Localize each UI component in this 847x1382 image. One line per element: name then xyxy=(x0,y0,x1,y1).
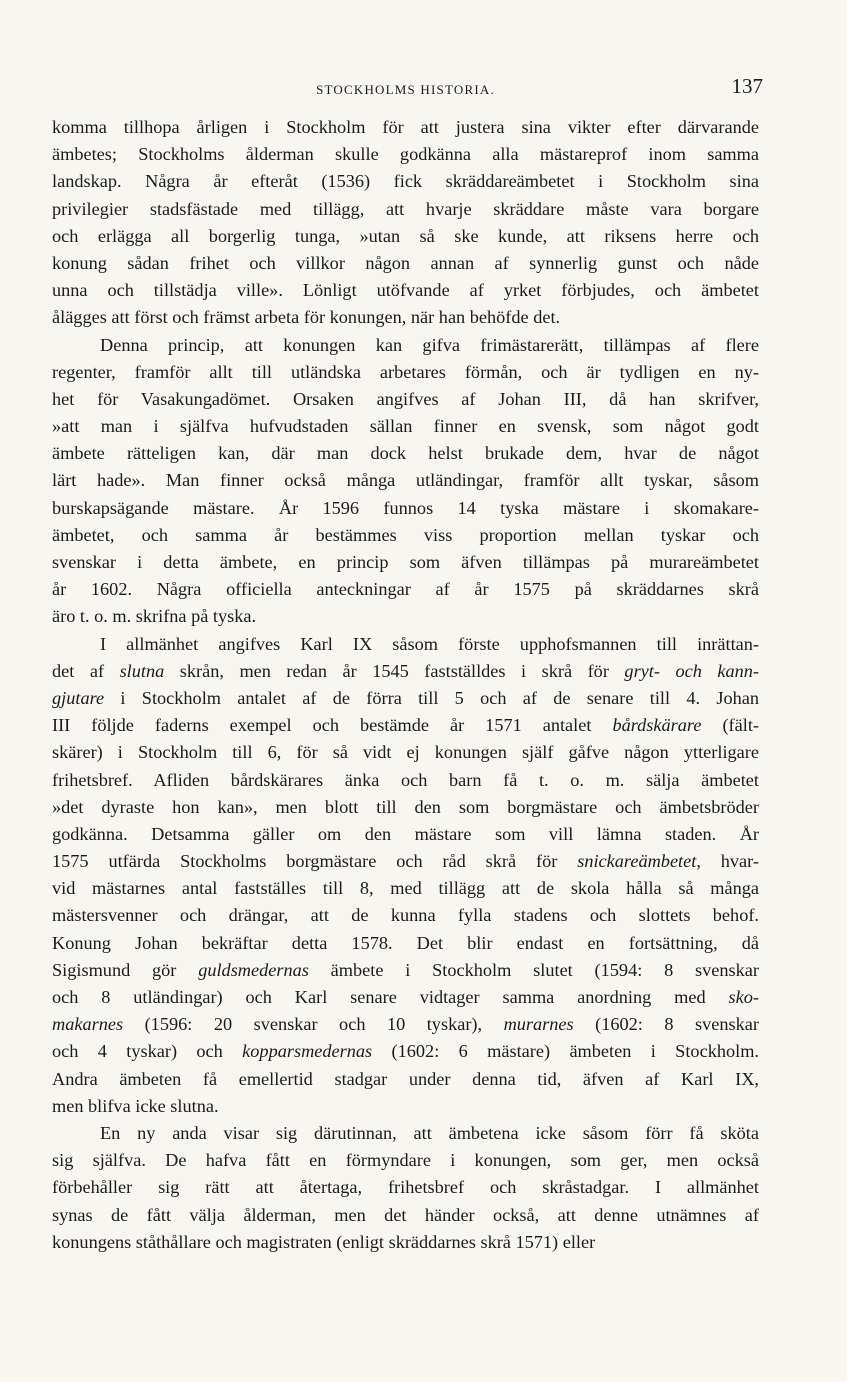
text-run: synas de fått välja ålderman, men det händer också, att denne utnämnes af xyxy=(52,1204,759,1225)
text-line xyxy=(52,794,759,821)
text-run: Andra ämbeten få emellertid stadgar under denna tid, äfven af Karl IX, xyxy=(52,1068,759,1089)
text-line xyxy=(52,1038,759,1065)
text-run: , hvar- xyxy=(696,851,759,872)
text-run: konung sådan frihet och villkor någon annan af synnerlig gunst och nåde xyxy=(52,252,759,273)
text-line xyxy=(52,1147,759,1174)
text-run: vid mästarnes antal fastställes till 8, med tillägg att de skola hålla så många xyxy=(52,878,759,899)
text-line xyxy=(52,359,759,386)
page-number: 137 xyxy=(731,74,763,98)
text-run: äro t. o. m. skrifna på tyska. xyxy=(52,606,257,627)
text-line xyxy=(52,467,759,494)
text-line xyxy=(52,495,759,522)
text-run: skrån, men redan år 1545 fastställdes i skrå för xyxy=(164,660,625,681)
text-run: landskap. Några år efteråt (1536) fick skräddareämbetet i Stockholm sina xyxy=(52,171,759,192)
italic-term: kopparsmedernas xyxy=(242,1041,373,1062)
text-line xyxy=(52,658,759,685)
text-line xyxy=(52,902,759,929)
body-text xyxy=(52,114,759,1256)
text-run: burskapsägande mästare. År 1596 funnos 14 tyska mästare i skomakare- xyxy=(52,497,759,518)
text-line xyxy=(52,223,759,250)
text-run: lärt hade». Man finner också många utländingar, framför allt tyskar, såsom xyxy=(52,470,759,491)
text-run: konungens ståthållare och magistraten (enligt skräddarnes skrå 1571) eller xyxy=(52,1231,596,1252)
italic-term: sko- xyxy=(728,987,759,1007)
text-line xyxy=(52,957,759,984)
text-run: godkänna. Detsamma gäller om den mästare som vill lämna staden. År xyxy=(52,823,759,844)
text-line xyxy=(52,250,759,277)
text-line xyxy=(52,304,759,331)
text-run: unna och tillstädja ville». Lönligt utöfvande af yrket förbjudes, och ämbetet xyxy=(52,280,759,301)
text-run: komma tillhopa årligen i Stockholm för att justera sina vikter efter därvarande xyxy=(52,117,759,137)
text-run: sig själfva. De hafva fått en förmyndare i konungen, som ger, men också xyxy=(52,1150,759,1171)
text-run: regenter, framför allt till utländska arbetares förmån, och är tydligen en ny- xyxy=(52,361,759,382)
text-run: III följde faderns exempel och bestämde år 1571 antalet xyxy=(52,715,613,736)
text-run: Denna princip, att konungen kan gifva frimästarerätt, tillämpas af flere xyxy=(100,334,759,355)
italic-term: gjutare xyxy=(52,687,105,708)
italic-term: makarnes xyxy=(52,1014,124,1035)
text-line xyxy=(52,712,759,739)
text-line xyxy=(52,141,759,168)
text-line xyxy=(52,196,759,223)
text-run: (1602: 8 svenskar xyxy=(573,1014,759,1035)
text-line xyxy=(52,413,759,440)
text-run: frihetsbref. Afliden bårdskärares änka och barn få t. o. m. sälja ämbetet xyxy=(52,769,759,790)
text-run: het för Vasakungadömet. Orsaken angifves af Johan III, då han skrifver, xyxy=(52,388,759,409)
italic-term: bårdskärare xyxy=(612,715,702,736)
text-run: det af xyxy=(52,660,120,681)
italic-term: murarnes xyxy=(503,1014,574,1035)
text-line xyxy=(52,114,759,141)
text-run: I allmänhet angifves Karl IX såsom förste upphofsmannen till inrättan- xyxy=(100,633,759,654)
text-run: och 8 utländingar) och Karl senare vidtager samma anordning med xyxy=(52,987,729,1007)
text-run: i Stockholm antalet af de förra till 5 och af de senare till 4. Johan xyxy=(104,687,759,708)
text-run: ämbetet, och samma år bestämmes viss proportion mellan tyskar och xyxy=(52,524,759,545)
italic-term: guldsmedernas xyxy=(198,959,309,980)
italic-term: snickareämbetet xyxy=(577,851,697,872)
text-run: ämbete i Stockholm slutet (1594: 8 svenskar xyxy=(308,959,759,980)
text-line xyxy=(52,767,759,794)
text-line xyxy=(52,1202,759,1229)
page-header xyxy=(52,74,763,104)
text-run: mästersvenner och drängar, att de kunna fylla stadens och slottets behof. xyxy=(52,905,759,926)
text-run: svenskar i detta ämbete, en princip som äfven tillämpas på murareämbetet xyxy=(52,552,759,572)
text-line xyxy=(52,1093,759,1120)
text-run: (fält- xyxy=(701,715,759,736)
text-run: men blifva icke slutna. xyxy=(52,1095,219,1116)
text-line xyxy=(52,739,759,766)
text-line xyxy=(52,603,759,630)
text-line xyxy=(52,576,759,603)
text-run: (1596: 20 svenskar och 10 tyskar), xyxy=(123,1014,504,1035)
text-line xyxy=(52,631,759,658)
text-line xyxy=(52,984,759,1011)
paragraph xyxy=(52,1120,759,1256)
text-line xyxy=(52,440,759,467)
text-line xyxy=(52,685,759,712)
text-line xyxy=(52,386,759,413)
text-run: skärer) i Stockholm till 6, för så vidt ej konungen själf gåfve någon ytterligare xyxy=(52,742,759,763)
text-run: och erlägga all borgerlig tunga, »utan så ske kunde, att riksens herre och xyxy=(52,225,759,246)
text-run: ålägges att först och främst arbeta för konungen, när han behöfde det. xyxy=(52,307,561,328)
text-line xyxy=(52,332,759,359)
text-line xyxy=(52,821,759,848)
text-run: och 4 tyskar) och xyxy=(52,1041,243,1062)
text-line xyxy=(52,277,759,304)
text-run: privilegier stadsfästade med tillägg, att hvarje skräddare måste vara borgare xyxy=(52,198,759,219)
text-run: Sigismund gör xyxy=(52,959,199,980)
italic-term: slutna xyxy=(119,660,165,681)
paragraph xyxy=(52,114,759,332)
text-run: (1602: 6 mästare) ämbeten i Stockholm. xyxy=(372,1041,759,1062)
text-line xyxy=(52,522,759,549)
text-line xyxy=(52,1229,759,1256)
text-line xyxy=(52,1066,759,1093)
text-run: år 1602. Några officiella anteckningar af år 1575 på skräddarnes skrå xyxy=(52,579,759,600)
text-run: »att man i själfva hufvudstaden sällan finner en svensk, som något godt xyxy=(52,416,759,437)
text-line xyxy=(52,549,759,576)
text-run: En ny anda visar sig därutinnan, att ämbetena icke såsom förr få sköta xyxy=(100,1122,759,1143)
paragraph xyxy=(52,332,759,631)
text-run: förbehåller sig rätt att återtaga, frihetsbref och skråstadgar. I allmänhet xyxy=(52,1177,759,1198)
text-line xyxy=(52,848,759,875)
running-title: STOCKHOLMS HISTORIA. xyxy=(316,82,495,97)
text-run: ämbetes; Stockholms ålderman skulle godkänna alla mästareprof inom samma xyxy=(52,144,759,165)
text-line xyxy=(52,1011,759,1038)
text-line xyxy=(52,168,759,195)
text-run: Konung Johan bekräftar detta 1578. Det blir endast en fortsättning, då xyxy=(52,932,759,953)
text-run: ämbete rätteligen kan, där man dock helst brukade dem, hvar de något xyxy=(52,443,759,464)
text-run: »det dyraste hon kan», men blott till den som borgmästare och ämbetsbröder xyxy=(52,796,759,817)
paragraph xyxy=(52,631,759,1120)
text-run: 1575 utfärda Stockholms borgmästare och råd skrå för xyxy=(52,851,578,872)
text-line xyxy=(52,875,759,902)
text-line xyxy=(52,930,759,957)
text-line xyxy=(52,1174,759,1201)
text-line xyxy=(52,1120,759,1147)
italic-term: gryt- och kann- xyxy=(624,660,759,681)
